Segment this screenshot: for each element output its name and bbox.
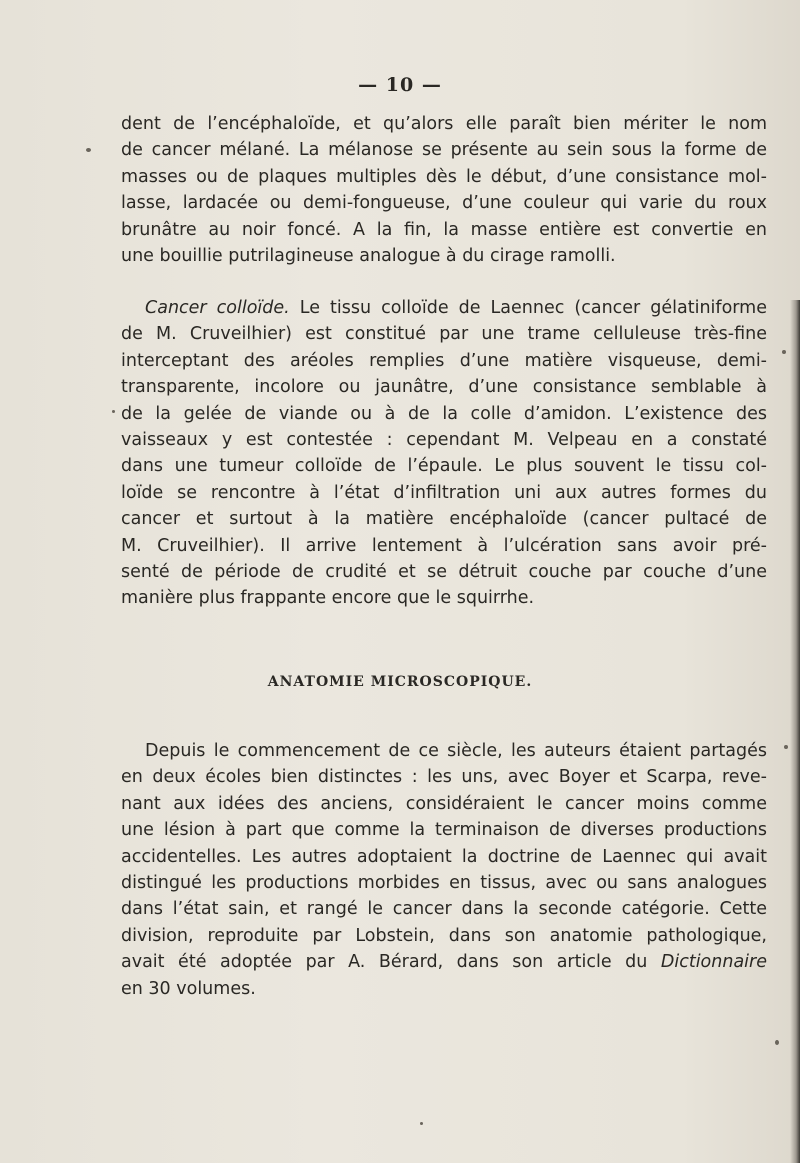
ink-speck: [775, 1040, 779, 1045]
text-line: loïde se rencontre à l’état d’infiltration uni aux autres formes du: [121, 482, 767, 503]
text-line: dans une tumeur colloïde de l’épaule. Le plus souvent le tissu col-: [121, 456, 767, 477]
text-line: transparente, incolore ou jaunâtre, d’une consistance semblable à: [121, 377, 767, 398]
text-line: [121, 295, 767, 321]
paragraph-title: Cancer colloïde.: [145, 298, 290, 318]
ink-speck: [86, 148, 91, 152]
text-line-start: avait été adoptée par A. Bérard, dans son article du: [121, 952, 661, 973]
paragraph-cancer-colloide: [121, 295, 767, 612]
page-edge-shadow: [790, 300, 800, 1163]
text-line: accidentelles. Les autres adoptaient la doctrine de Laennec qui avait: [121, 846, 767, 867]
text-line-rest: Le tissu colloïde de Laennec (cancer gélatiniforme: [289, 298, 767, 318]
text-line: distingué les productions morbides en tissus, avec ou sans analogues: [121, 872, 767, 893]
ink-speck: [784, 745, 788, 749]
ink-speck: [420, 1122, 423, 1125]
text-line: une bouillie putrilagineuse analogue à du cirage ramolli.: [121, 245, 616, 266]
text-line: nant aux idées des anciens, considéraient le cancer moins comme: [121, 793, 767, 814]
text-line: de la gelée de viande ou à de la colle d’amidon. L’existence des: [121, 403, 767, 424]
text-line: en deux écoles bien distinctes : les uns, avec Boyer et Scarpa, reve-: [121, 767, 767, 788]
ink-speck: [782, 350, 786, 354]
text-line: de M. Cruveilhier) est constitué par une trame celluleuse très-fine: [121, 324, 767, 345]
paragraph-anatomie: [121, 738, 767, 1002]
text-line: brunâtre au noir foncé. A la fin, la masse entière est convertie en: [121, 219, 767, 240]
text-line: manière plus frappante encore que le squirrhe.: [121, 588, 535, 609]
ink-speck: [112, 410, 115, 413]
text-line: division, reproduite par Lobstein, dans son anatomie pathologique,: [121, 925, 767, 946]
text-line: lasse, lardacée ou demi-fongueuse, d’une couleur qui varie du roux: [121, 193, 767, 214]
paragraph-melanose: [121, 111, 767, 269]
text-line: en 30 volumes.: [121, 978, 256, 999]
text-line: interceptant des aréoles remplies d’une matière visqueuse, demi-: [121, 350, 767, 371]
section-heading: ANATOMIE MICROSCOPIQUE.: [267, 674, 533, 690]
text-line: dent de l’encéphaloïde, et qu’alors elle paraît bien mériter le nom: [121, 114, 767, 134]
text-line: masses ou de plaques multiples dès le début, d’une consistance mol-: [121, 166, 767, 187]
text-line: de cancer mélané. La mélanose se présente au sein sous la forme de: [121, 140, 767, 161]
text-line: M. Cruveilhier). Il arrive lentement à l’ulcération sans avoir pré-: [121, 535, 767, 556]
text-line: dans l’état sain, et rangé le cancer dans la seconde catégorie. Cette: [121, 899, 767, 920]
dictionary-title: Dictionnaire: [660, 952, 767, 973]
text-line: senté de période de crudité et se détruit couche par couche d’une: [121, 561, 767, 582]
text-line: une lésion à part que comme la terminaison de diverses productions: [121, 820, 767, 841]
text-line: vaisseaux y est contestée : cependant M. Velpeau en a constaté: [121, 429, 767, 450]
text-line: Depuis le commencement de ce siècle, les auteurs étaient partagés: [145, 741, 767, 761]
page-number: — 10 —: [358, 74, 442, 96]
text-line: cancer et surtout à la matière encéphaloïde (cancer pultacé de: [121, 509, 767, 530]
text-line: [121, 949, 767, 975]
